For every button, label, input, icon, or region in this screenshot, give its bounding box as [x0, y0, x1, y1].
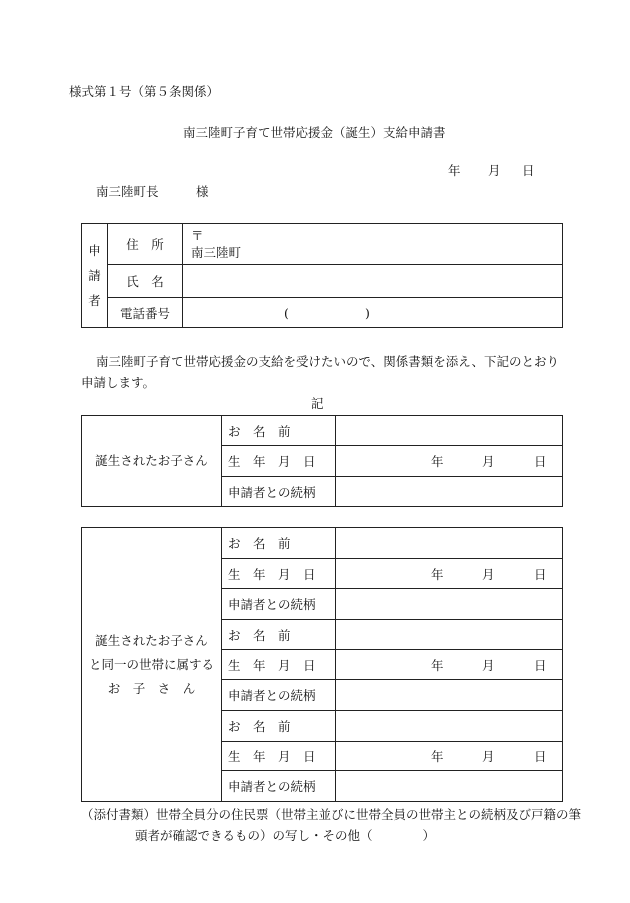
name-field[interactable] — [183, 265, 563, 298]
day-label: 日 — [534, 566, 547, 582]
siblings-label-line: お 子 さ ん — [107, 680, 196, 696]
child-name-field[interactable] — [336, 620, 563, 650]
child-name-label: お 名 前 — [222, 711, 336, 742]
page-title: 南三陸町子育て世帯応援金（誕生）支給申請書 — [183, 125, 446, 140]
birth-date-label: 生 年 月 日 — [222, 446, 336, 477]
relation-label: 申請者との続柄 — [222, 589, 336, 620]
relation-field[interactable] — [336, 477, 563, 507]
year-label: 年 — [431, 657, 444, 673]
born-child-table — [81, 415, 563, 507]
child-name-field[interactable] — [336, 416, 563, 446]
form-number: 様式第１号（第５条関係） — [69, 84, 220, 99]
request-text-line2: 申請します。 — [81, 375, 156, 390]
day-label: 日 — [534, 749, 547, 764]
year-label: 年 — [431, 454, 444, 469]
ki-label: 記 — [311, 396, 324, 411]
child-name-label: お 名 前 — [222, 416, 336, 446]
year-label: 年 — [431, 566, 444, 582]
day-label: 日 — [534, 454, 547, 469]
birth-date-label: 生 年 月 日 — [222, 559, 336, 589]
relation-field[interactable] — [336, 771, 563, 802]
child-name-label: お 名 前 — [222, 620, 336, 650]
child-name-field[interactable] — [336, 528, 563, 559]
relation-label: 申請者との続柄 — [222, 771, 336, 802]
relation-field[interactable] — [336, 680, 563, 711]
relation-field[interactable] — [336, 589, 563, 620]
siblings-label-line: 誕生されたお子さん — [95, 632, 208, 648]
phone-field[interactable] — [183, 298, 563, 328]
honorific: 様 — [196, 184, 209, 199]
attachments-line1: （添付書類）世帯全員分の住民票（世帯主並びに世帯全員の世帯主との続柄及び戸籍の筆 — [81, 807, 582, 822]
paren-open: ( — [284, 305, 289, 320]
year-label: 年 — [431, 749, 444, 764]
phone-label: 電話番号 — [108, 298, 183, 328]
birth-date-field[interactable] — [336, 446, 563, 477]
date-month: 月 — [488, 163, 501, 178]
birth-date-field[interactable] — [336, 742, 563, 771]
siblings-table — [81, 527, 563, 802]
born-child-group-label: 誕生されたお子さん — [82, 416, 222, 507]
addressee: 南三陸町長 — [96, 184, 159, 199]
child-name-label: お 名 前 — [222, 528, 336, 559]
relation-label: 申請者との続柄 — [222, 680, 336, 711]
birth-date-label: 生 年 月 日 — [222, 742, 336, 771]
address-label: 住 所 — [108, 224, 183, 265]
siblings-label-line: と同一の世帯に属する — [88, 656, 214, 672]
month-label: 月 — [482, 566, 495, 582]
child-name-field[interactable] — [336, 711, 563, 742]
applicant-group-label — [82, 224, 108, 328]
month-label: 月 — [482, 749, 495, 764]
day-label: 日 — [534, 657, 547, 673]
request-text-line1: 南三陸町子育て世帯応援金の支給を受けたいので、関係書類を添え、下記のとおり — [96, 354, 560, 369]
date-year: 年 — [448, 163, 461, 178]
applicant-label-char: 申 — [88, 243, 101, 258]
birth-date-field[interactable] — [336, 650, 563, 680]
address-prefill: 南三陸町 — [191, 245, 242, 260]
applicant-label-char: 請 — [88, 268, 101, 283]
birth-date-label: 生 年 月 日 — [222, 650, 336, 680]
address-field[interactable] — [183, 224, 563, 265]
relation-label: 申請者との続柄 — [222, 477, 336, 507]
name-label: 氏 名 — [108, 265, 183, 298]
birth-date-field[interactable] — [336, 559, 563, 589]
siblings-group-label — [82, 528, 222, 802]
applicant-label-char: 者 — [88, 293, 101, 308]
month-label: 月 — [482, 454, 495, 469]
attachments-line2: 頭者が確認できるもの）の写し・その他（ ） — [135, 828, 436, 843]
date-day: 日 — [522, 163, 535, 178]
postal-mark: 〒 — [191, 228, 204, 243]
applicant-table — [81, 223, 563, 328]
paren-close: ) — [365, 305, 370, 320]
month-label: 月 — [482, 657, 495, 673]
